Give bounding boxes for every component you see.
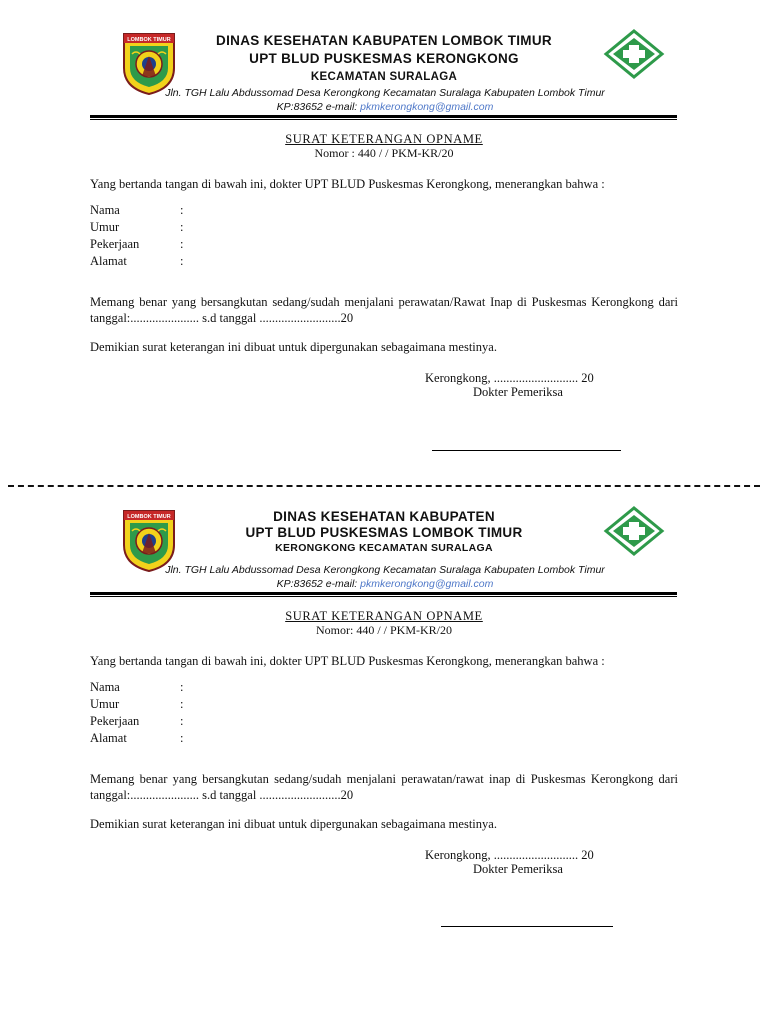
intro-paragraph: Yang bertanda tangan di bawah ini, dokter UPT BLUD Puskesmas Kerongkong, menerangkan bahwa : <box>90 177 605 191</box>
field-age <box>90 696 678 713</box>
closing-paragraph: Demikian surat keterangan ini dibuat untuk dipergunakan sebagaimana mestinya. <box>90 817 497 831</box>
puskesmas-logo <box>603 29 665 79</box>
field-label: Pekerjaan <box>90 714 140 728</box>
place-date: Kerongkong, ........................... 20 <box>425 371 594 385</box>
letterhead-rule <box>90 592 677 597</box>
clinic-name: UPT BLUD PUSKESMAS KERONGKONG <box>249 51 519 66</box>
clinic-place: KERONGKONG <box>275 542 356 554</box>
signature-block <box>425 848 665 876</box>
email-address: pkmkerongkong@gmail.com <box>360 578 494 590</box>
address-line: Jln. TGH Lalu Abdussomad Desa Kerongkong Kecamatan Suralaga Kabupaten Lombok Timur <box>165 564 605 576</box>
cut-line <box>8 485 760 487</box>
field-age <box>90 219 678 236</box>
letterhead-rule <box>90 115 677 120</box>
letterhead-title <box>170 509 598 555</box>
email-address: pkmkerongkong@gmail.com <box>360 101 494 113</box>
field-separator: : <box>180 731 184 745</box>
district-name <box>170 541 598 555</box>
field-occupation <box>90 713 678 730</box>
puskesmas-logo <box>603 506 665 556</box>
address-line: Jln. TGH Lalu Abdussomad Desa Kerongkong Kecamatan Suralaga Kabupaten Lombok Timur <box>165 87 605 99</box>
statement-paragraph: Memang benar yang bersangkutan sedang/sudah menjalani perawatan/Rawat Inap di Puskesmas Kerongkong dari tanggal:...................... s.d tanggal ..........................20 <box>90 295 678 325</box>
letterhead <box>0 26 768 118</box>
field-separator: : <box>180 220 184 234</box>
emblem-label: LOMBOK TIMUR <box>127 514 171 520</box>
letter-body <box>90 176 678 399</box>
closing-paragraph: Demikian surat keterangan ini dibuat untuk dipergunakan sebagaimana mestinya. <box>90 340 497 354</box>
letterhead-address <box>110 86 660 114</box>
letterhead-title <box>170 32 598 86</box>
clinic-name <box>170 525 598 541</box>
patient-fields <box>90 679 678 747</box>
field-label: Pekerjaan <box>90 237 140 251</box>
agency-name: DINAS KESEHATAN KABUPATEN LOMBOK TIMUR <box>216 33 552 48</box>
subdistrict-name: KECAMATAN SURALAGA <box>358 542 493 554</box>
document-number: Nomor: 440 / / PKM-KR/20 <box>315 623 452 637</box>
field-address <box>90 253 678 270</box>
signer-role: Dokter Pemeriksa <box>473 862 563 876</box>
field-separator: : <box>180 203 184 217</box>
statement-paragraph: Memang benar yang bersangkutan sedang/sudah menjalani perawatan/rawat inap di Puskesmas Kerongkong dari tanggal:...................... s.d tanggal ..........................20 <box>90 772 678 802</box>
field-address <box>90 730 678 747</box>
signature-line <box>432 450 621 451</box>
letterhead-address <box>110 563 660 591</box>
document-title: SURAT KETERANGAN OPNAME <box>285 132 483 146</box>
letter-bottom <box>0 503 768 876</box>
field-label: Nama <box>90 680 120 694</box>
field-separator: : <box>180 714 184 728</box>
letterhead <box>0 503 768 595</box>
field-label: Umur <box>90 220 120 234</box>
document-title: SURAT KETERANGAN OPNAME <box>285 609 483 623</box>
field-name <box>90 679 678 696</box>
field-name <box>90 202 678 219</box>
field-label: Umur <box>90 697 120 711</box>
signer-role: Dokter Pemeriksa <box>473 385 563 399</box>
signature-block <box>425 371 665 399</box>
signature-line <box>441 926 613 927</box>
email-label: e-mail: <box>325 578 358 590</box>
postal-code: KP:83652 <box>276 101 323 113</box>
postal-code: KP:83652 <box>276 578 323 590</box>
place-date: Kerongkong, ........................... 20 <box>425 848 594 862</box>
patient-fields <box>90 202 678 270</box>
field-separator: : <box>180 697 184 711</box>
field-label: Alamat <box>90 731 127 745</box>
regency-name: LOMBOK TIMUR <box>412 525 523 540</box>
agency-name: DINAS KESEHATAN KABUPATEN <box>273 509 495 524</box>
document-number: Nomor : 440 / / PKM-KR/20 <box>314 146 454 160</box>
intro-paragraph: Yang bertanda tangan di bawah ini, dokter UPT BLUD Puskesmas Kerongkong, menerangkan bahwa : <box>90 654 605 668</box>
field-occupation <box>90 236 678 253</box>
district-name: KECAMATAN SURALAGA <box>310 71 458 83</box>
field-label: Alamat <box>90 254 127 268</box>
field-separator: : <box>180 237 184 251</box>
email-label: e-mail: <box>325 101 358 113</box>
field-separator: : <box>180 254 184 268</box>
letter-top <box>0 26 768 399</box>
field-separator: : <box>180 680 184 694</box>
letter-body <box>90 653 678 876</box>
emblem-label: LOMBOK TIMUR <box>127 37 171 43</box>
field-label: Nama <box>90 203 120 217</box>
clinic-name-part: UPT BLUD PUSKESMAS <box>245 525 409 540</box>
